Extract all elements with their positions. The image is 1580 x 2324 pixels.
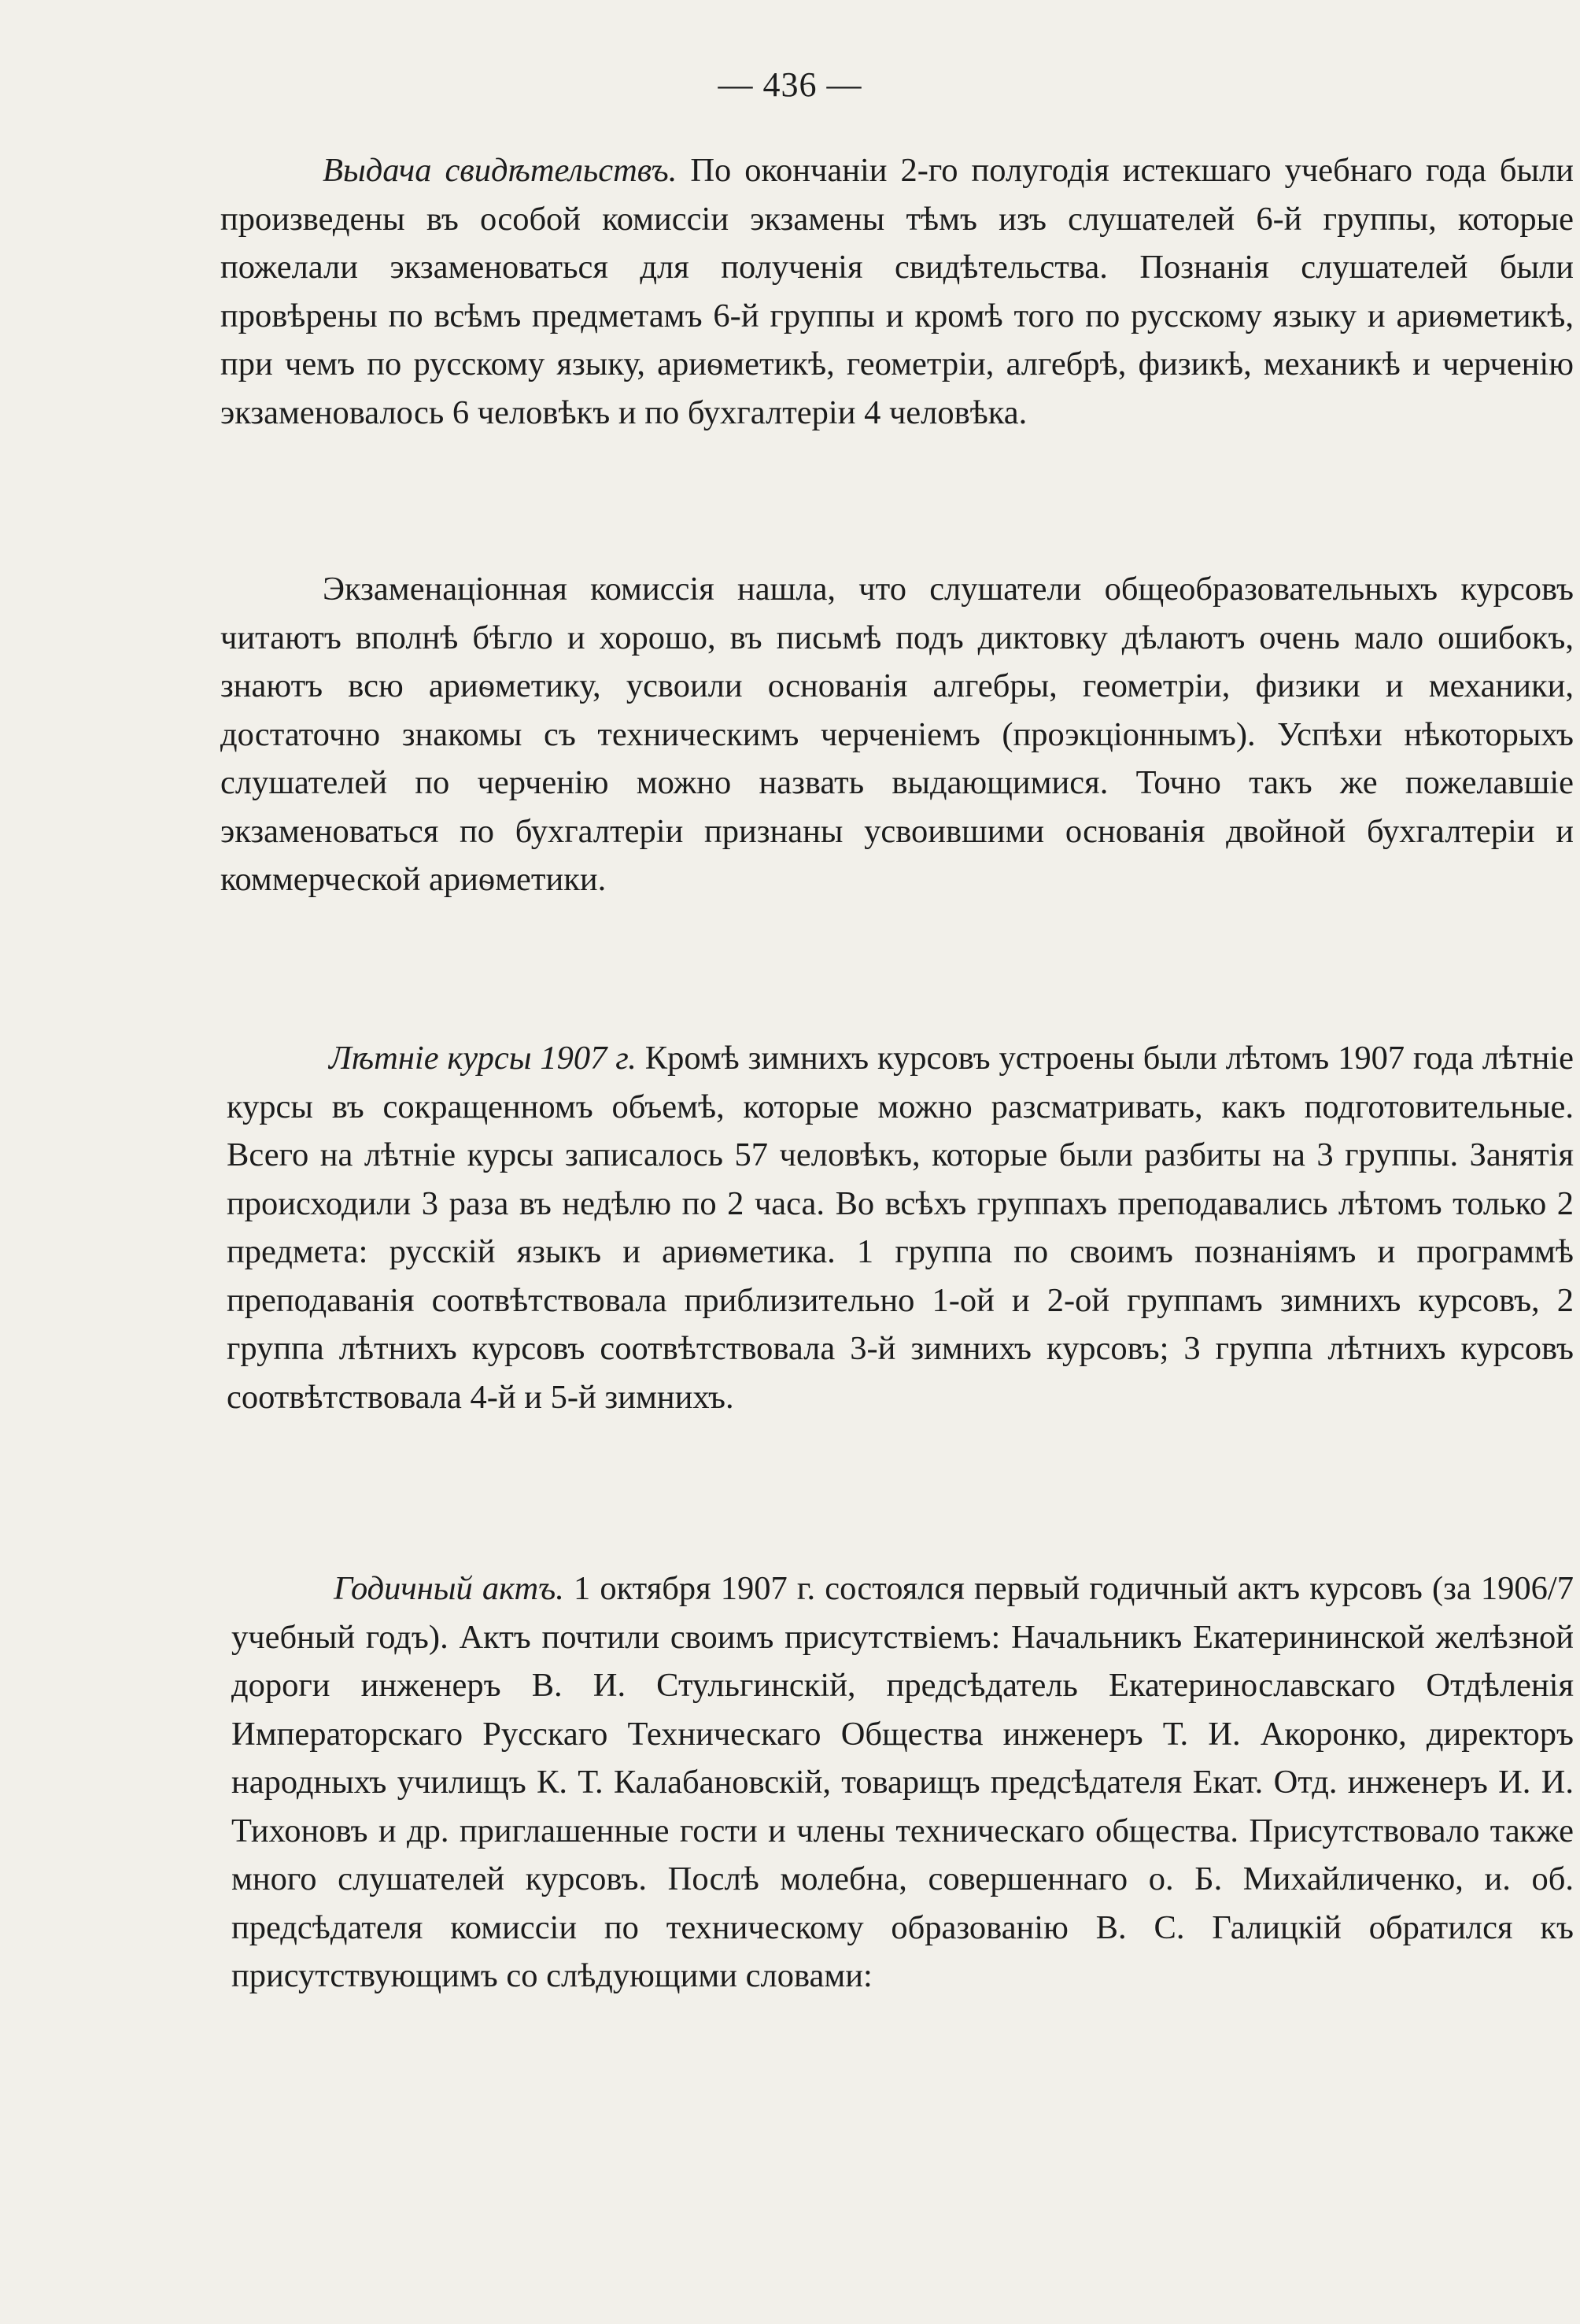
paragraph-text: Экзаменаціонная комиссія нашла, что слушатели общеобразовательныхъ курсовъ читаютъ вполнѣ бѣгло и хорошо, въ письмѣ подъ диктовку дѣлаютъ очень мало ошибокъ, знаютъ всю ариѳметику, усвоили основанія алгебры, геометріи, физики и механики, достаточно знакомы съ техническимъ черченіемъ (проэкціоннымъ). Успѣхи нѣкоторыхъ слушателей по черченію можно назвать выдающимися. Точно такъ же пожелавшіе экзаменоваться по бухгалтеріи признаны усвоившими основанія двойной бухгалтеріи и коммерческой ариѳметики. [220, 571, 1574, 898]
paragraph-summer-courses [227, 1034, 1574, 1421]
page-number: — 436 — [718, 65, 862, 104]
paragraph-heading: Выдача свидѣтельствъ. [323, 152, 677, 189]
paragraph-text: Кромѣ зимнихъ курсовъ устроены были лѣтомъ 1907 года лѣтніе курсы въ сокращенномъ объемѣ, которые можно разсматривать, какъ подготовительные. Всего на лѣтніе курсы записалось 57 человѣкъ, которые были разбиты на 3 группы. Занятія происходили 3 раза въ недѣлю по 2 часа. Во всѣхъ группахъ преподавались лѣтомъ только 2 предмета: русскій языкъ и ариѳметика. 1 группа по своимъ познаніямъ и программѣ преподаванія соотвѣтствовала приблизительно 1-ой и 2-ой группамъ зимнихъ курсовъ, 2 группа лѣтнихъ курсовъ соотвѣтствовала 3-й зимнихъ курсовъ; 3 группа лѣтнихъ курсовъ соотвѣтствовала 4-й и 5-й зимнихъ. [227, 1040, 1574, 1416]
paragraph-text: По окончаніи 2-го полугодія истекшаго учебнаго года были произведены въ особой комиссіи экзамены тѣмъ изъ слушателей 6-й группы, которые пожелали экзаменоваться для полученія свидѣтельства. Познанія слушателей были провѣрены по всѣмъ предметамъ 6-й группы и кромѣ того по русскому языку и ариѳметикѣ, при чемъ по русскому языку, ариѳметикѣ, геометріи, алгебрѣ, физикѣ, механикѣ и черченію экзаменовалось 6 человѣкъ и по бухгалтеріи 4 человѣка. [220, 152, 1574, 431]
paragraph-heading: Лѣтніе курсы 1907 г. [329, 1040, 637, 1077]
paragraph-text: 1 октября 1907 г. состоялся первый годичный актъ курсовъ (за 1906/7 учебный годъ). Актъ почтили своимъ присутствіемъ: Начальникъ Екатерининской желѣзной дороги инженеръ В. И. Стульгинскій, предсѣдатель Екатеринославскаго Отдѣленія Императорскаго Русскаго Техническаго Общества инженеръ Т. И. Акоронко, директоръ народныхъ училищъ К. Т. Калабановскій, товарищъ предсѣдателя Екат. Отд. инженеръ И. И. Тихоновъ и др. приглашенные гости и члены техническаго общества. Присутствовало также много слушателей курсовъ. Послѣ молебна, совершеннаго о. Б. Михайличенко, и. об. предсѣдателя комиссіи по техническому образованію В. С. Галицкій обратился къ присутствующимъ со слѣдующими словами: [231, 1570, 1574, 1994]
paragraph-certificates [220, 146, 1574, 437]
paragraph-annual-act [231, 1565, 1574, 2001]
paragraph-exam-commission [220, 565, 1574, 904]
paragraph-heading: Годичный актъ. [334, 1570, 564, 1607]
